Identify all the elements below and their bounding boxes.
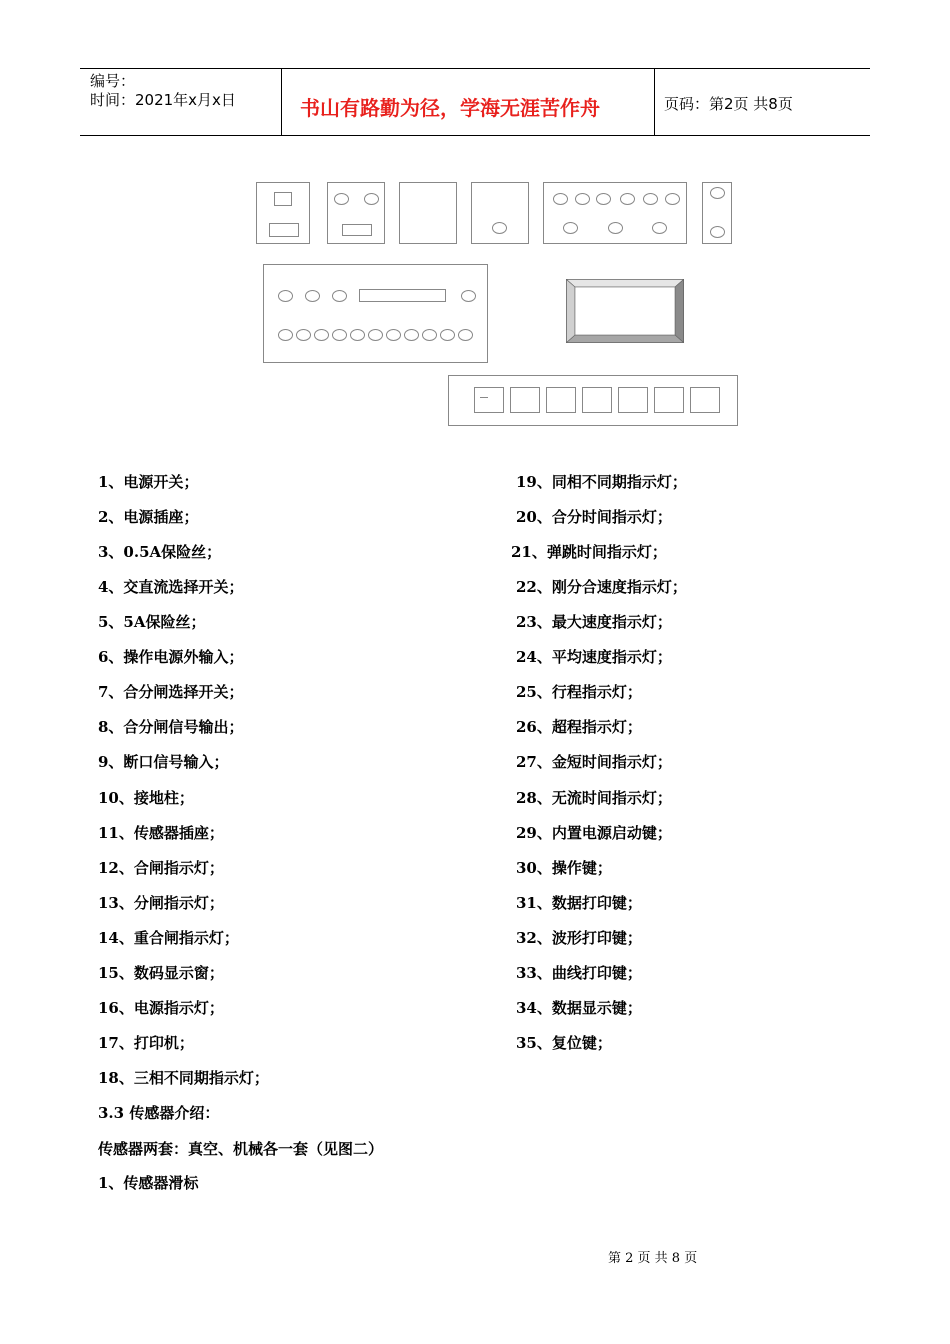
printer-icon [566,279,684,343]
legend-item: 15、数码显示窗； [98,964,224,982]
indicator-lamp [386,329,401,341]
switch-rect [274,192,292,206]
terminal-circle [620,193,635,205]
panel-block-keys [448,375,738,426]
terminal-circle [643,193,658,205]
legend-item: 7、合分闸选择开关； [98,683,244,701]
legend-item: 21、弹跳时间指示灯； [511,543,667,561]
section-intro: 传感器两套：真空、机械各一套（见图二） [98,1140,384,1158]
header-bottom-rule [80,135,870,136]
panel-block-terminals [543,182,687,244]
legend-item: 13、分闸指示灯； [98,894,224,912]
header-divider-left [281,68,282,135]
legend-item: 22、刚分合速度指示灯； [516,578,687,596]
indicator-lamp [350,329,365,341]
indicator-lamp [278,329,293,341]
legend-item: 31、数据打印键； [516,894,642,912]
legend-item: 33、曲线打印键； [516,964,642,982]
legend-item: 11、传感器插座； [98,824,224,842]
legend-item: 5、5A保险丝； [98,613,206,631]
key-button [510,387,540,413]
panel-block-fuse [327,182,385,244]
footer-page-number: 第 2 页 共 8 页 [608,1251,698,1266]
terminal-circle [596,193,611,205]
panel-block-ground [702,182,732,244]
key-button [474,387,504,413]
indicator-lamp [332,290,347,302]
indicator-lamp [332,329,347,341]
section-heading: 3.3 传感器介绍： [98,1104,220,1122]
legend-item: 6、操作电源外输入； [98,648,244,666]
legend-item: 27、金短时间指示灯； [516,753,672,771]
document-date-label: 时间：2021年x月x日 [90,91,236,109]
legend-item: 34、数据显示键； [516,999,642,1017]
legend-item: 25、行程指示灯； [516,683,642,701]
section-first-item: 1、传感器滑标 [98,1174,199,1192]
fuse-circle [364,193,379,205]
indicator-lamp [461,290,476,302]
legend-item: 32、波形打印键； [516,929,642,947]
legend-item: 8、合分闸信号输出； [98,718,244,736]
legend-item: 3、0.5A保险丝； [98,543,222,561]
ground-circle [710,226,725,238]
legend-item: 10、接地柱； [98,789,194,807]
legend-item: 19、同相不同期指示灯； [516,473,687,491]
legend-item: 2、电源插座； [98,508,199,526]
panel-block-blank [399,182,457,244]
indicator-lamp [296,329,311,341]
key-button [654,387,684,413]
header-motto: 书山有路勤为径，学海无涯苦作舟 [300,96,600,120]
legend-item: 18、三相不同期指示灯； [98,1069,269,1087]
fuse-circle [334,193,349,205]
legend-item: 29、内置电源启动键； [516,824,672,842]
indicator-lamp [368,329,383,341]
indicator-lamp [278,290,293,302]
key-button [546,387,576,413]
indicator-lamp [305,290,320,302]
legend-item: 17、打印机； [98,1034,194,1052]
legend-item: 24、平均速度指示灯； [516,648,672,666]
terminal-circle [652,222,667,234]
terminal-circle [608,222,623,234]
terminal-circle [575,193,590,205]
terminal-circle [553,193,568,205]
legend-item: 12、合闸指示灯； [98,859,224,877]
panel-block-fuse-single [471,182,529,244]
digital-display-window [359,289,446,302]
socket-rect [269,223,299,237]
panel-block-power-switch [256,182,310,244]
fuse-circle [492,222,507,234]
indicator-lamp [404,329,419,341]
legend-item: 9、断口信号输入； [98,753,229,771]
indicator-lamp [314,329,329,341]
key-button [582,387,612,413]
indicator-lamp [422,329,437,341]
legend-item: 20、合分时间指示灯； [516,508,672,526]
indicator-lamp [458,329,473,341]
legend-item: 26、超程指示灯； [516,718,642,736]
key-button [618,387,648,413]
legend-item: 23、最大速度指示灯； [516,613,672,631]
legend-item: 16、电源指示灯； [98,999,224,1017]
indicator-lamp [440,329,455,341]
legend-item: 14、重合闸指示灯； [98,929,239,947]
ground-circle [710,187,725,199]
header-page-label: 页码：第2页 共8页 [664,95,793,113]
header-divider-right [654,68,655,135]
terminal-circle [563,222,578,234]
panel-block-indicators [263,264,488,363]
legend-item: 35、复位键； [516,1034,612,1052]
legend-item: 30、操作键； [516,859,612,877]
key-button [690,387,720,413]
selector-rect [342,224,372,236]
terminal-circle [665,193,680,205]
legend-item: 1、电源开关； [98,473,199,491]
document-number-label: 编号： [90,72,136,90]
legend-item: 28、无流时间指示灯； [516,789,672,807]
header-top-rule [80,68,870,69]
legend-item: 4、交直流选择开关； [98,578,244,596]
